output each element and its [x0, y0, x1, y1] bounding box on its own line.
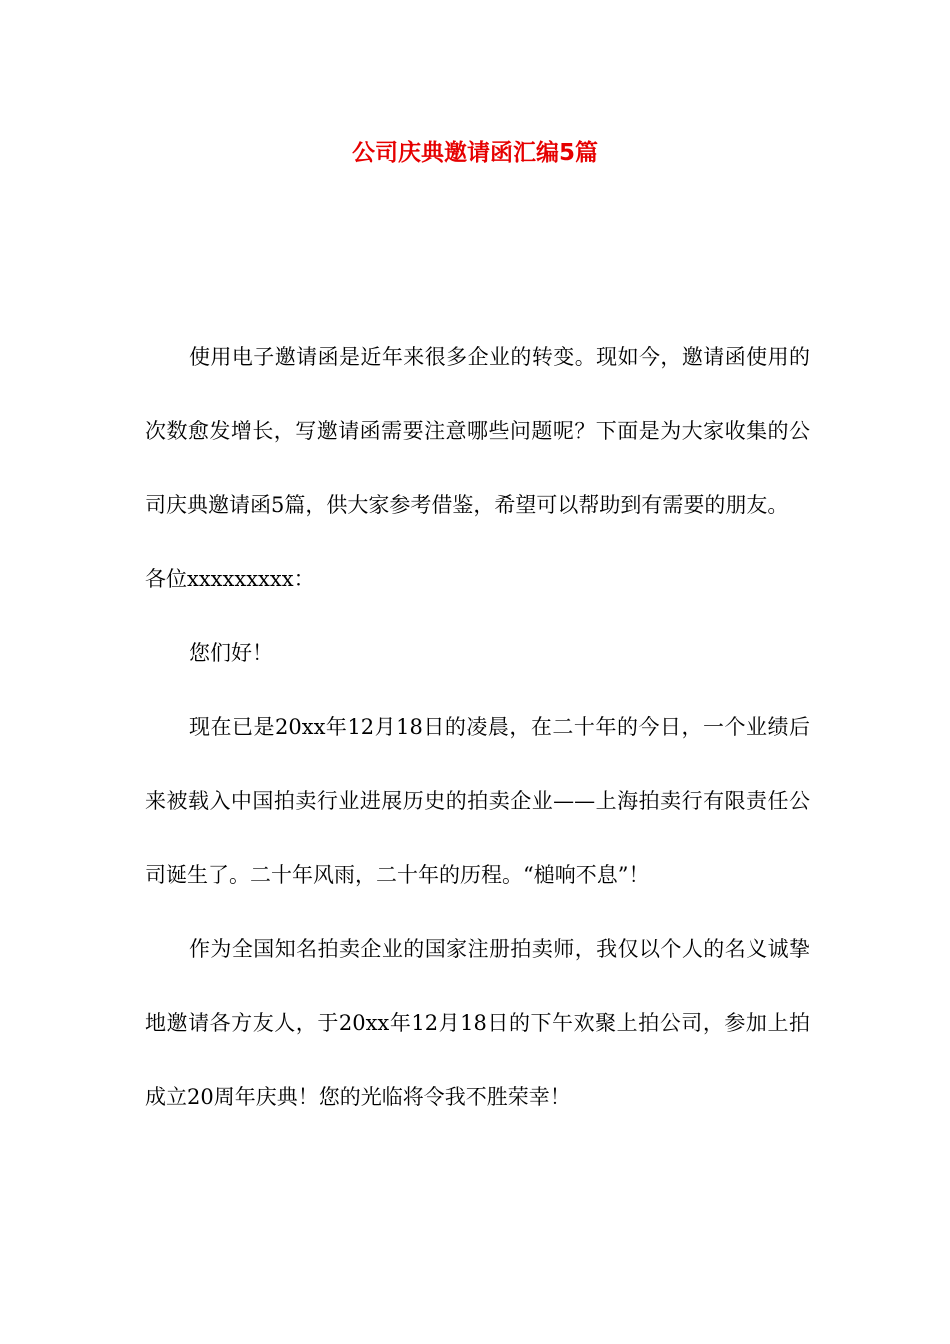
document-title: 公司庆典邀请函汇编5篇: [351, 140, 598, 166]
body-paragraph-invitation: 作为全国知名拍卖企业的国家注册拍卖师，我仅以个人的名义诚挚地邀请各方友人，于20xx年12月18日的下午欢聚上拍公司，参加上拍成立20周年庆典！您的光临将令我不胜荣幸！: [145, 937, 810, 1109]
document-body: [145, 320, 810, 1134]
greeting: 您们好！: [189, 641, 273, 665]
salutation: 各位xxxxxxxxx：: [145, 567, 315, 591]
intro-paragraph: 使用电子邀请函是近年来很多企业的转变。现如今，邀请函使用的次数愈发增长，写邀请函需要注意哪些问题呢？下面是为大家收集的公司庆典邀请函5篇，供大家参考借鉴，希望可以帮助到有需要的朋友。: [145, 345, 810, 517]
body-paragraph-history: 现在已是20xx年12月18日的凌晨，在二十年的今日，一个业绩后来被载入中国拍卖行业进展历史的拍卖企业——上海拍卖行有限责任公司诞生了。二十年风雨，二十年的历程。“槌响不息”！: [145, 715, 810, 887]
